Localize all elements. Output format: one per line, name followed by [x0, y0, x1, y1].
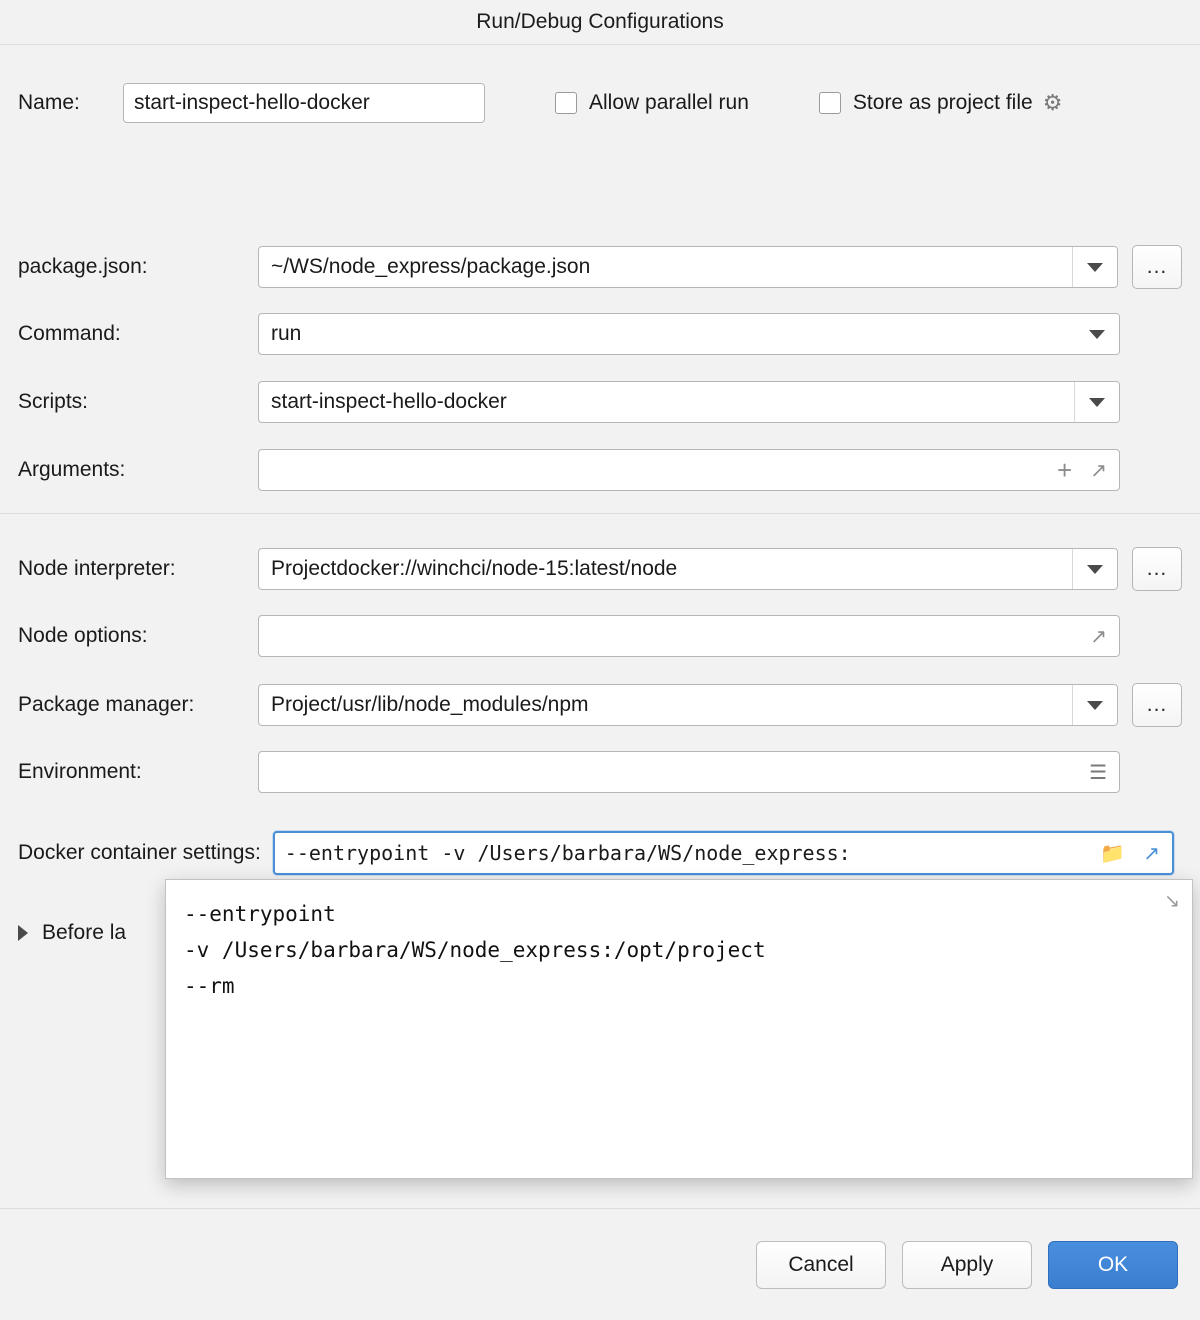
package-json-row — [18, 245, 1182, 289]
package-manager-detail: /usr/lib/node_modules/npm — [336, 693, 589, 716]
docker-container-settings-label: Docker container settings: — [18, 841, 261, 864]
scripts-row — [18, 381, 1182, 423]
name-input[interactable]: start-inspect-hello-docker — [123, 83, 485, 123]
environment-row — [18, 751, 1182, 793]
node-interpreter-browse-button[interactable]: ... — [1132, 547, 1182, 591]
chevron-right-icon[interactable] — [18, 925, 28, 941]
package-manager-value: Project — [271, 693, 337, 716]
arguments-row — [18, 449, 1182, 491]
popup-line: --rm — [184, 974, 235, 999]
package-json-combo[interactable] — [258, 246, 1118, 288]
command-combo[interactable] — [258, 313, 1120, 355]
allow-parallel-run-group[interactable] — [555, 91, 749, 115]
command-dropdown-arrow[interactable] — [1075, 314, 1119, 354]
node-interpreter-label: Node interpreter: — [18, 557, 176, 580]
scripts-combo[interactable] — [258, 381, 1120, 423]
node-options-label: Node options: — [18, 624, 148, 647]
expand-icon[interactable]: ↗ — [1143, 842, 1160, 865]
popup-line: -v /Users/barbara/WS/node_express:/opt/project — [184, 938, 766, 963]
node-interpreter-value: Project — [271, 557, 337, 580]
package-json-browse-button[interactable]: ... — [1132, 245, 1182, 289]
command-row — [18, 313, 1182, 355]
docker-container-settings-value[interactable]: --entrypoint -v /Users/barbara/WS/node_express: — [284, 841, 851, 865]
allow-parallel-run-checkbox[interactable] — [555, 92, 577, 114]
environment-variables-icon[interactable]: ☰ — [1089, 761, 1107, 784]
package-manager-label: Package manager: — [18, 693, 195, 716]
node-interpreter-combo[interactable] — [258, 548, 1118, 590]
apply-button[interactable]: Apply — [902, 1241, 1032, 1289]
docker-container-settings-row — [18, 831, 1182, 875]
node-interpreter-dropdown-arrow[interactable] — [1072, 549, 1117, 589]
add-icon[interactable]: + — [1057, 455, 1073, 485]
folder-icon[interactable]: 📁 — [1100, 842, 1126, 865]
docker-container-settings-field[interactable] — [273, 831, 1174, 875]
scripts-value: start-inspect-hello-docker — [271, 390, 507, 413]
package-manager-combo[interactable] — [258, 684, 1118, 726]
arguments-label: Arguments: — [18, 458, 126, 481]
node-options-field[interactable] — [258, 615, 1120, 657]
cancel-button[interactable]: Cancel — [756, 1241, 886, 1289]
docker-settings-popup-editor[interactable] — [165, 879, 1193, 1179]
package-json-label: package.json: — [18, 255, 148, 278]
node-interpreter-detail: docker://winchci/node-15:latest/node — [336, 557, 678, 580]
name-row — [18, 83, 1182, 123]
package-json-dropdown-arrow[interactable] — [1072, 247, 1117, 287]
gear-icon[interactable]: ⚙ — [1042, 90, 1063, 115]
allow-parallel-run-label: Allow parallel run — [589, 91, 749, 114]
command-label: Command: — [18, 322, 121, 345]
dialog-footer — [0, 1208, 1200, 1320]
dialog-content — [0, 45, 1200, 1320]
name-label: Name: — [18, 91, 80, 114]
node-options-row — [18, 615, 1182, 657]
expand-icon[interactable]: ↗ — [1090, 625, 1107, 648]
arguments-field[interactable] — [258, 449, 1120, 491]
package-manager-browse-button[interactable]: ... — [1132, 683, 1182, 727]
popup-line: --entrypoint — [184, 902, 336, 926]
store-as-project-file-label: Store as project file — [852, 91, 1033, 114]
package-manager-row — [18, 683, 1182, 727]
collapse-icon[interactable]: ↘ — [1164, 891, 1180, 912]
before-launch-label: Before la — [42, 921, 127, 944]
environment-label: Environment: — [18, 760, 142, 783]
package-json-value: ~/WS/node_express/package.json — [271, 255, 591, 278]
environment-field[interactable] — [258, 751, 1120, 793]
store-as-project-file-group[interactable] — [819, 91, 1033, 115]
expand-icon[interactable]: ↗ — [1090, 459, 1107, 482]
dialog-title: Run/Debug Configurations — [0, 0, 1200, 45]
node-interpreter-row — [18, 547, 1182, 591]
ok-button[interactable]: OK — [1048, 1241, 1178, 1289]
scripts-label: Scripts: — [18, 390, 89, 413]
section-divider — [0, 513, 1200, 514]
store-as-project-file-checkbox[interactable] — [819, 92, 841, 114]
scripts-dropdown-arrow[interactable] — [1074, 382, 1119, 422]
package-manager-dropdown-arrow[interactable] — [1072, 685, 1117, 725]
command-value: run — [271, 322, 302, 345]
